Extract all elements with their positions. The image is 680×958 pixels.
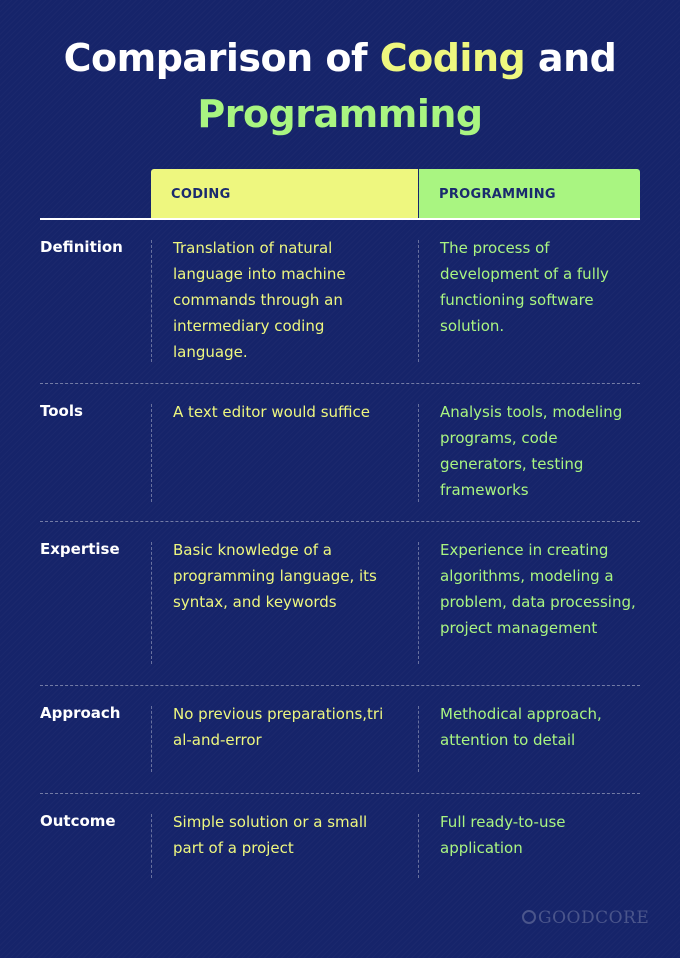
row-label-tools: Tools xyxy=(40,402,83,420)
header-divider xyxy=(40,218,640,220)
cell-programming-tools: Analysis tools, modeling programs, code generators, testing frameworks xyxy=(440,403,623,499)
column-divider xyxy=(151,240,152,362)
cell-programming-definition: The process of development of a fully functioning software solution. xyxy=(440,239,609,335)
cell-programming-expertise: Experience in creating algorithms, modeling a problem, data processing, project management xyxy=(440,541,636,637)
cell-coding-tools: A text editor would suffice xyxy=(173,403,371,421)
title-highlight-coding: Coding xyxy=(379,36,526,80)
cell-coding-approach: No previous preparations,trial-and-error xyxy=(173,705,384,749)
page-title xyxy=(0,30,680,142)
title-part1: Comparison of xyxy=(63,36,380,80)
column-divider xyxy=(418,542,419,664)
column-divider xyxy=(418,706,419,772)
cell-programming-approach: Methodical approach, attention to detail xyxy=(440,705,602,749)
row-divider xyxy=(40,521,640,522)
column-divider xyxy=(151,404,152,502)
goodcore-logo xyxy=(522,908,649,928)
row-divider xyxy=(40,685,640,686)
cell-programming-outcome: Full ready-to-use application xyxy=(440,813,566,857)
column-divider xyxy=(418,240,419,362)
column-header-coding: CODING xyxy=(151,169,418,219)
title-part2: and xyxy=(525,36,617,80)
cell-coding-outcome: Simple solution or a small part of a project xyxy=(173,813,368,857)
column-divider xyxy=(418,814,419,878)
row-divider xyxy=(40,793,640,794)
row-divider xyxy=(40,383,640,384)
title-highlight-programming: Programming xyxy=(197,92,483,136)
logo-text: GOODCORE xyxy=(538,908,650,928)
row-label-approach: Approach xyxy=(40,704,121,722)
column-divider xyxy=(418,404,419,502)
cell-coding-definition: Translation of natural language into machine commands through an intermediary coding language. xyxy=(173,239,346,361)
column-divider xyxy=(151,814,152,878)
column-divider xyxy=(151,706,152,772)
logo-icon xyxy=(522,910,536,924)
row-label-outcome: Outcome xyxy=(40,812,116,830)
column-divider xyxy=(151,542,152,664)
row-label-definition: Definition xyxy=(40,238,123,256)
row-label-expertise: Expertise xyxy=(40,540,120,558)
cell-coding-expertise: Basic knowledge of a programming language, its syntax, and keywords xyxy=(173,541,377,611)
column-header-programming: PROGRAMMING xyxy=(419,169,640,219)
